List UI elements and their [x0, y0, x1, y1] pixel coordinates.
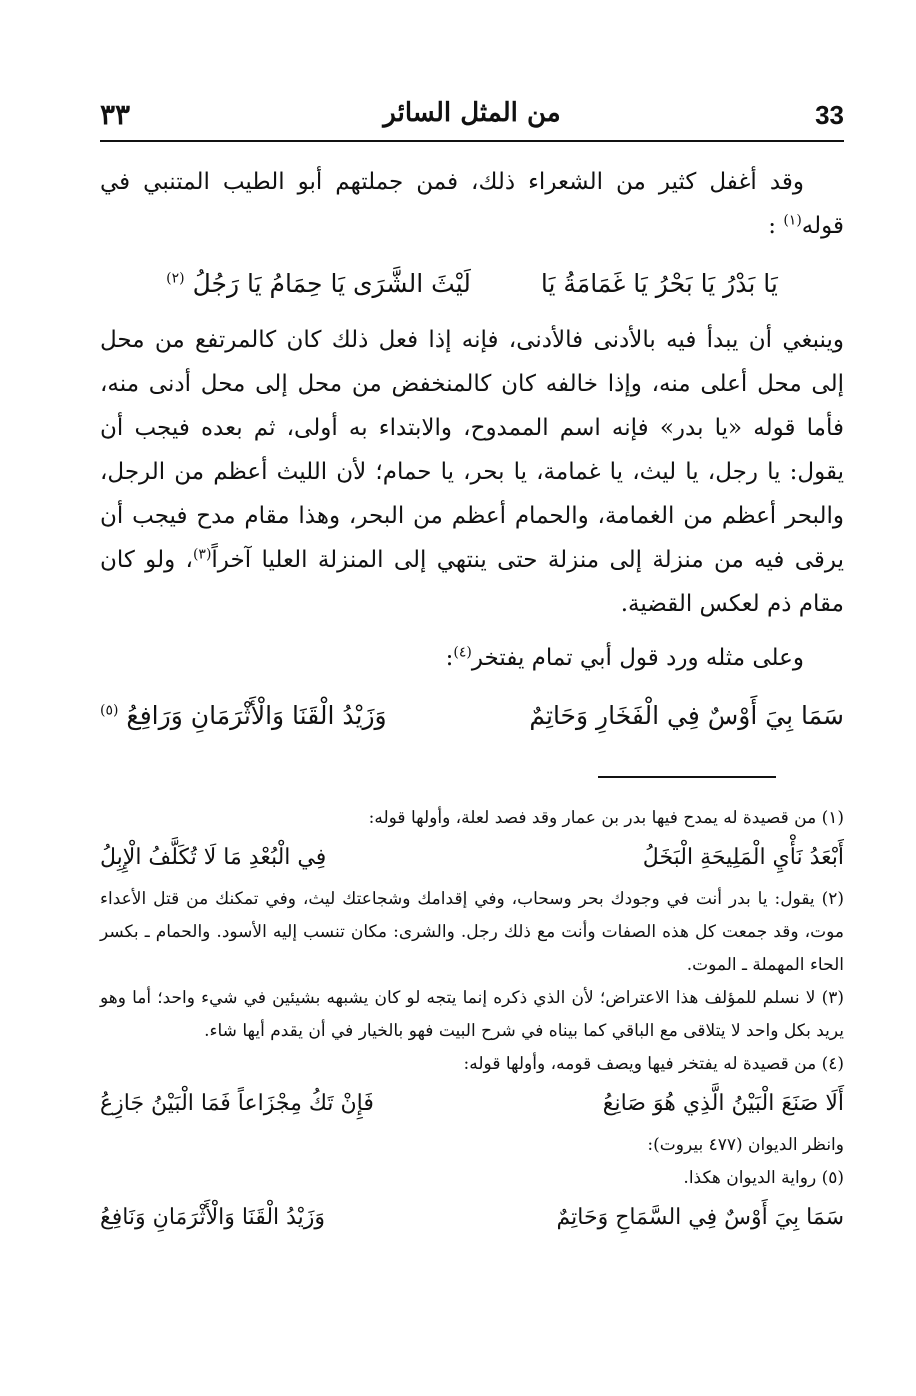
verse-1	[100, 262, 844, 306]
footnote-1-verse	[100, 837, 844, 879]
verse-1-second-hemistich-wrap	[166, 262, 471, 306]
page-number-arabic: ٣٣	[100, 98, 131, 131]
footnote-1-verse-second: فِي الْبُعْدِ مَا لَا تُكَلَّفُ الْإِبِلُ	[100, 845, 327, 870]
footnote-ref-1: (١)	[783, 212, 802, 229]
footnote-4-verse-first: أَلَا صَنَعَ الْبَيْنُ الَّذِي هُوَ صَانِعُ	[602, 1091, 844, 1116]
verse-2-first-hemistich: سَمَا بِيَ أَوْسٌ فِي الْفَخَارِ وَحَاتِمٌ	[529, 701, 844, 730]
footnote-separator	[598, 776, 776, 778]
verse-2-second-hemistich: وَزَيْدُ الْقَنَا وَالْأَثْرَمَانِ وَرَافِعُ	[126, 701, 387, 730]
paragraph-1-text: وقد أغفل كثير من الشعراء ذلك، فمن جملتهم أبو الطيب المتنبي في قوله	[100, 169, 844, 239]
main-text	[100, 160, 844, 750]
paragraph-2	[100, 318, 844, 626]
footnote-2: (٢) يقول: يا بدر أنت في وجودك بحر وسحاب، وفي إقدامك وشجاعتك ليث، وفي تمكنك من قتل الأعداء موت، وقد جمعت كل هذه الصفات وأنت مع ذلك رجل. والشرى: مكان تنسب إليه الأسود. والحمام ـ بكسر الحاء المهملة ـ الموت.	[100, 889, 844, 975]
verse-2	[100, 694, 844, 738]
footnote-1: (١) من قصيدة له يمدح فيها بدر بن عمار وقد فصد لعلة، وأولها قوله:	[368, 808, 844, 828]
paragraph-3-end: :	[445, 645, 454, 671]
page-number-latin: 33	[815, 100, 844, 130]
footnote-5-verse-second: وَزَيْدُ الْقَنَا وَالْأَثْرَمَانِ وَنَافِعُ	[100, 1205, 326, 1230]
page-header	[100, 96, 844, 142]
footnote-5: (٥) رواية الديوان هكذا.	[683, 1168, 844, 1188]
footnote-4-verse	[100, 1083, 844, 1125]
footnote-5-verse-first: سَمَا بِيَ أَوْسٌ فِي السَّمَاحِ وَحَاتِمٌ	[556, 1205, 844, 1230]
footnote-4-after: وانظر الديوان (٤٧٧ بيروت):	[647, 1135, 844, 1155]
footnote-3: (٣) لا نسلم للمؤلف هذا الاعتراض؛ لأن الذي ذكره إنما يتجه لو كان يشبهه بشيئين في شيء واحد؛ أما وهو يريد بكل واحد لا يتلاقى مع الباقي كما بيناه في شرح البيت فهو بالخيار في أن يقدم أيها شاء.	[100, 988, 844, 1041]
footnote-5-verse	[100, 1197, 844, 1239]
footnote-ref-5: (٥)	[100, 702, 119, 719]
footnote-4-verse-second: فَإِنْ تَكُ مِجْزَاعاً فَمَا الْبَيْنُ جَازِعُ	[100, 1091, 374, 1116]
paragraph-2-end: ، ولو كان مقام ذم لعكس القضية.	[100, 547, 844, 617]
footnote-ref-4: (٤)	[453, 644, 472, 661]
paragraph-3	[100, 636, 844, 680]
footnote-ref-3: (٣)	[192, 546, 212, 563]
footnote-1-verse-first: أَبْعَدُ نَأْيِ الْمَلِيحَةِ الْبَخَلُ	[642, 845, 844, 870]
footnote-4: (٤) من قصيدة له يفتخر فيها ويصف قومه، وأولها قوله:	[463, 1054, 844, 1074]
paragraph-3-text: وعلى مثله ورد قول أبي تمام يفتخر	[471, 645, 804, 671]
verse-1-second-hemistich: لَيْثَ الشَّرَى يَا حِمَامُ يَا رَجُلُ	[192, 269, 471, 298]
verse-1-first-hemistich: يَا بَدْرُ يَا بَحْرُ يَا غَمَامَةُ يَا	[540, 269, 778, 298]
paragraph-1	[100, 160, 844, 248]
footnote-ref-2: (٢)	[166, 270, 185, 287]
running-title: من المثل السائر	[383, 98, 561, 128]
paragraph-1-end: :	[768, 213, 784, 239]
footnotes	[100, 802, 844, 1243]
paragraph-2-text: وينبغي أن يبدأ فيه بالأدنى فالأدنى، فإنه إذا فعل ذلك كان كالمرتفع من محل إلى محل أعلى منه، وإذا خالفه كان كالمنخفض من محل إلى محل أدنى منه، فأما قوله «يا بدر» فإنه اسم الممدوح، والابتداء به أولى، ثم بعده فيجب أن يقول: يا رجل، يا ليث، يا غمامة، يا بحر، يا حمام؛ لأن الليث أعظم من الرجل، والبحر أعظم من الغمامة، والحمام أعظم من البحر، وهذا مقام مدح فيجب أن يرقى فيه من منزلة إلى منزلة حتى ينتهي إلى المنزلة العليا آخراً	[100, 327, 845, 573]
verse-2-second-hemistich-wrap	[100, 694, 387, 738]
